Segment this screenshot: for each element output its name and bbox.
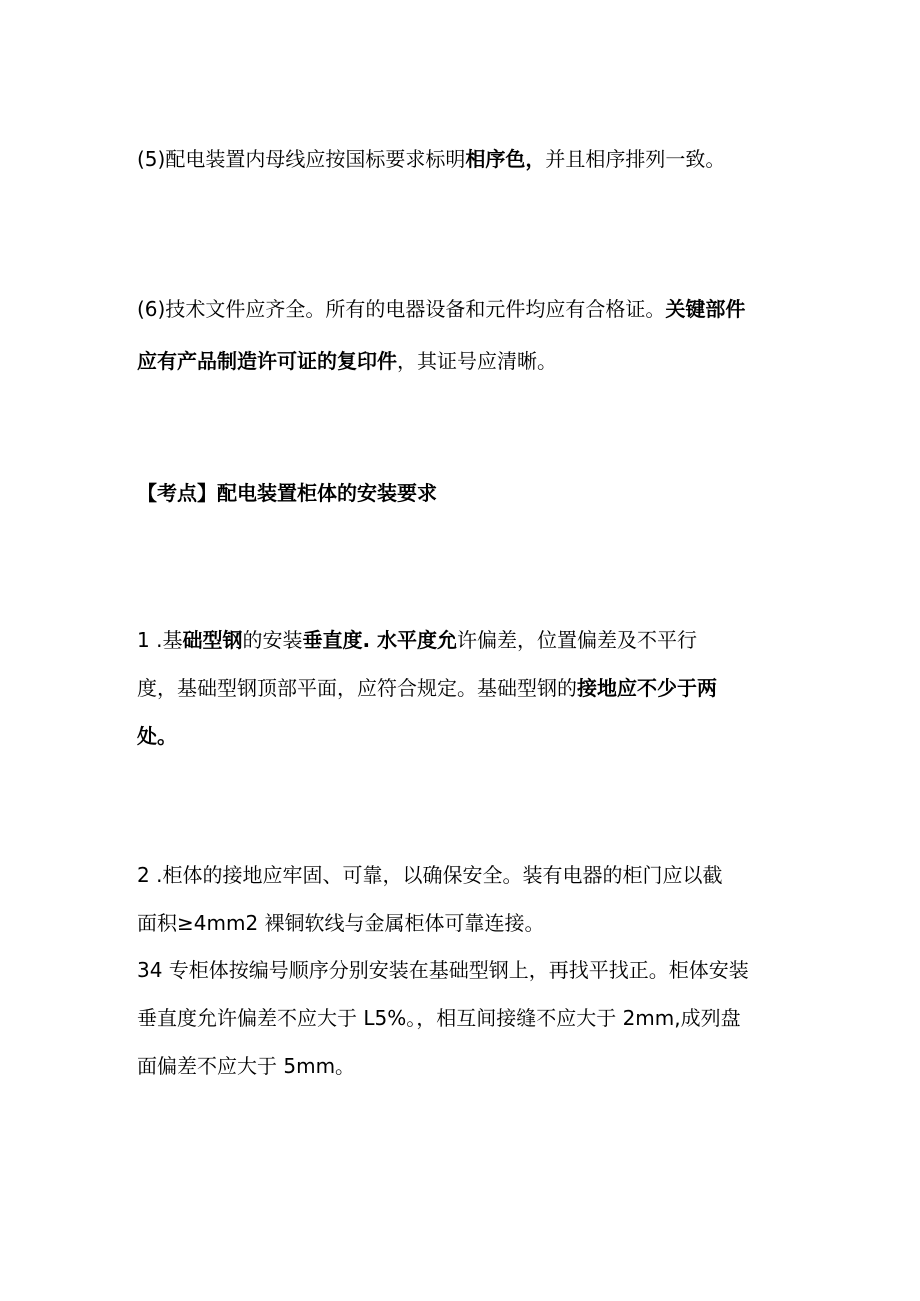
paragraph-5-text: (5)配电装置内母线应按国标要求标明 <box>137 147 466 171</box>
section-heading <box>137 474 797 512</box>
paragraph-6-bold-key-parts: 关键部件 <box>665 297 746 321</box>
item-1-text-f: 度，基础型钢顶部平面，应符合规定。基础型钢的 <box>137 676 577 700</box>
item-3-line-1: 34 专柜体按编号顺序分别安装在基础型钢上，再找平找正。柜体安装 <box>137 958 749 982</box>
paragraph-6-bold-license: 制造许可证的复印件 <box>217 349 397 373</box>
paragraph-5 <box>137 140 797 178</box>
item-1-line-1 <box>137 616 797 664</box>
paragraph-6-line-2 <box>137 335 797 387</box>
item-2 <box>137 851 797 947</box>
item-2-line-2: 面积≥4mm2 裸铜软线与金属柜体可靠连接。 <box>137 911 545 935</box>
item-3 <box>137 946 797 1090</box>
item-1-bold-h: 处。 <box>137 724 177 748</box>
item-2-line-1: 2 .柜体的接地应牢固、可靠，以确保安全。装有电器的柜门应以截 <box>137 863 723 887</box>
item-1-text-e: 许偏差，位置偏差及不平行 <box>457 628 698 652</box>
item-1-bold-b: 础型钢 <box>182 628 243 652</box>
item-1-line-2 <box>137 664 797 712</box>
item-1-line-3 <box>137 712 797 760</box>
paragraph-5-text-end: 并且相序排列一致。 <box>545 147 726 171</box>
paragraph-6-bold-product: 应有产品 <box>137 349 217 373</box>
paragraph-6-line-1 <box>137 283 797 335</box>
paragraph-6 <box>137 283 797 387</box>
item-1-bold-g: 接地应不少于两 <box>577 676 717 700</box>
item-1-text-c: 的安装 <box>242 628 303 652</box>
paragraph-6-text: (6)技术文件应齐全。所有的电器设备和元件均应有合格证。 <box>137 297 666 321</box>
item-3-line-2: 垂直度允许偏差不应大于 L5%。，相互间接缝不应大于 2mm,成列盘 <box>137 1006 741 1030</box>
item-1-text-a: 1 .基 <box>137 628 183 652</box>
paragraph-5-bold-text: 相序色， <box>465 147 546 171</box>
item-1-bold-d: 垂直度. 水平度允 <box>302 628 458 652</box>
paragraph-6-text-end: ，其证号应清晰。 <box>397 349 557 373</box>
item-1 <box>137 616 797 760</box>
paragraph-5-line-1 <box>137 140 797 178</box>
item-3-line-3: 面偏差不应大于 5mm。 <box>137 1054 356 1078</box>
section-heading-text: 【考点】配电装置柜体的安装要求 <box>137 481 437 505</box>
